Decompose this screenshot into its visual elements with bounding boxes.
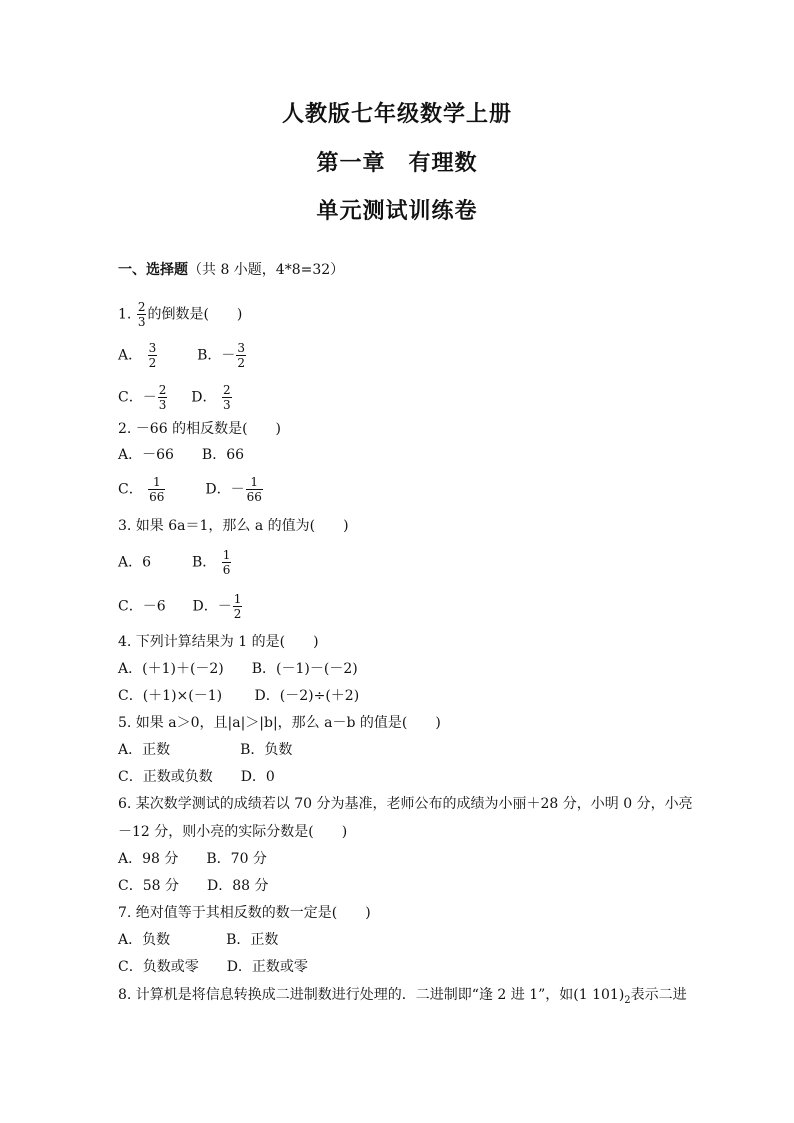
denominator: 2 xyxy=(233,607,242,621)
question-2-options-cd xyxy=(118,475,264,504)
option-c-fraction xyxy=(158,383,168,412)
question-3-stem: 3. 如果 6a＝1，那么 a 的值为( ) xyxy=(118,518,349,534)
question-4-stem: 4. 下列计算结果为 1 的是( ) xyxy=(118,634,319,650)
question-7-stem: 7. 绝对值等于其相反数的数一定是( ) xyxy=(118,905,371,921)
numerator: 2 xyxy=(158,383,167,397)
question-6-options-cd: C．58 分 D．88 分 xyxy=(118,878,269,894)
numerator: 2 xyxy=(222,383,231,397)
option-d-label: D．－ xyxy=(192,598,232,615)
option-d-label: D．－ xyxy=(205,481,245,498)
base-subscript: 2 xyxy=(624,994,631,1006)
question-5-stem: 5. 如果 a＞0，且|a|＞|b|，那么 a－b 的值是( ) xyxy=(118,715,441,731)
denominator: 3 xyxy=(158,398,167,412)
denominator: 2 xyxy=(237,356,246,370)
question-8-text-tail: 表示二进 xyxy=(630,987,687,1003)
denominator: 3 xyxy=(137,315,146,329)
question-4-options-ab: A．(＋1)＋(－2) B．(－1)－(－2) xyxy=(118,661,358,677)
question-7-options-ab: A．负数 B．正数 xyxy=(118,932,279,948)
question-6-options-ab: A．98 分 B．70 分 xyxy=(118,851,267,867)
question-5-options-ab: A．正数 B．负数 xyxy=(118,742,293,758)
question-1-options-cd xyxy=(118,383,233,412)
option-d-fraction xyxy=(222,383,232,412)
numerator: 3 xyxy=(148,341,157,355)
question-number: 1. xyxy=(118,306,132,323)
question-2-stem: 2. －66 的相反数是( ) xyxy=(118,421,281,437)
denominator: 3 xyxy=(222,398,231,412)
denominator: 66 xyxy=(149,490,165,504)
title-line-3: 单元测试训练卷 xyxy=(316,198,478,224)
fraction xyxy=(137,300,147,329)
question-4-options-cd: C．(＋1)×(－1) D．(－2)÷(＋2) xyxy=(118,688,360,704)
question-1-options-ab xyxy=(118,341,247,370)
denominator: 6 xyxy=(222,563,231,577)
title-line-2: 第一章 有理数 xyxy=(316,150,478,176)
option-a-text: A．6 xyxy=(118,554,152,571)
option-a-label: A． xyxy=(118,347,143,364)
section-label: 一、选择题 xyxy=(118,262,188,278)
question-3-options-ab xyxy=(118,548,232,577)
option-b-fraction xyxy=(236,341,246,370)
numerator: 3 xyxy=(237,341,246,355)
question-6-stem-line-1: 6. 某次数学测试的成绩若以 70 分为基准，老师公布的成绩为小丽＋28 分，小明 0 分，小亮 xyxy=(118,796,693,812)
question-6-stem-line-2: －12 分，则小亮的实际分数是( ) xyxy=(118,824,348,840)
numerator: 1 xyxy=(222,548,231,562)
option-d-label: D． xyxy=(191,389,217,406)
denominator: 2 xyxy=(148,356,157,370)
question-7-options-cd: C．负数或零 D．正数或零 xyxy=(118,959,308,975)
denominator: 66 xyxy=(246,490,262,504)
question-text: 的倒数是( ) xyxy=(147,306,243,323)
option-d-fraction xyxy=(246,475,263,504)
question-5-options-cd: C．正数或负数 D．0 xyxy=(118,769,275,785)
numerator: 1 xyxy=(152,475,161,489)
section-heading xyxy=(118,262,344,278)
numerator: 2 xyxy=(137,300,146,314)
option-a-fraction xyxy=(148,341,158,370)
option-c-label: C．－ xyxy=(118,389,157,406)
numerator: 1 xyxy=(250,475,259,489)
option-b-label: B． xyxy=(191,554,217,571)
option-c-text: C．－6 xyxy=(118,598,166,615)
question-3-options-cd xyxy=(118,592,243,621)
option-b-label: B．－ xyxy=(197,347,236,364)
section-note: （共 8 小题，4*8=32） xyxy=(188,262,345,278)
question-1-stem xyxy=(118,300,242,329)
title-line-1: 人教版七年级数学上册 xyxy=(281,101,512,127)
question-8-text: 8. 计算机是将信息转换成二进制数进行处理的．二进制即“逢 2 进 1”，如(1 101) xyxy=(118,987,625,1003)
option-b-fraction xyxy=(222,548,232,577)
option-c-fraction xyxy=(148,475,165,504)
option-d-fraction xyxy=(233,592,243,621)
numerator: 1 xyxy=(233,592,242,606)
question-2-options-ab: A．－66 B．66 xyxy=(118,447,245,463)
question-8-stem xyxy=(118,987,687,1009)
option-c-label: C． xyxy=(118,481,143,498)
